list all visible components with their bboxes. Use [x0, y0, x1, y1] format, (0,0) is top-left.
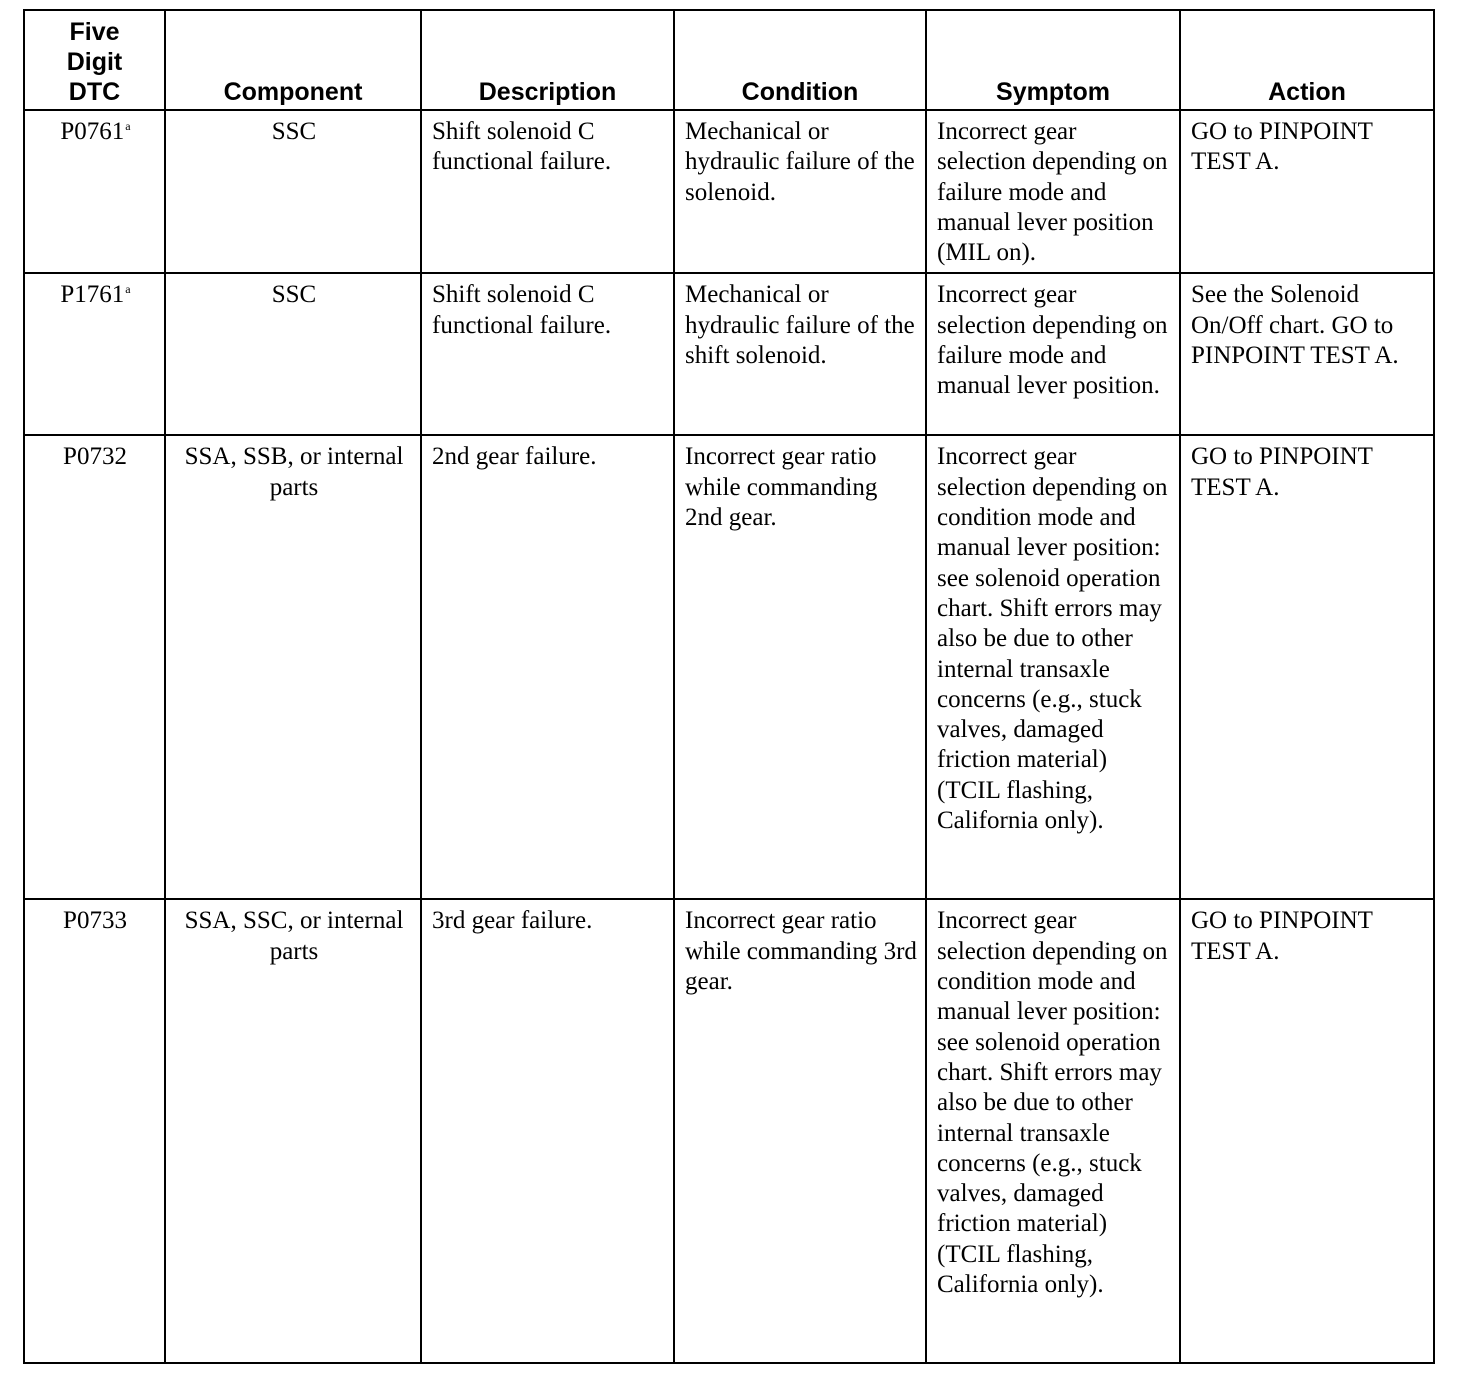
- symptom-cell: Incorrect gear selection depending on failure mode and manual lever position.: [926, 273, 1180, 435]
- footnote-marker: a: [125, 282, 131, 297]
- component-cell: SSA, SSC, or internal parts: [165, 899, 421, 1363]
- column-header-symptom: Symptom: [926, 10, 1180, 110]
- action-cell: GO to PINPOINT TEST A.: [1180, 899, 1434, 1363]
- column-header-condition: Condition: [674, 10, 926, 110]
- dtc-code-cell: [24, 273, 165, 435]
- condition-cell: Incorrect gear ratio while commanding 2nd gear.: [674, 435, 926, 899]
- description-cell: 3rd gear failure.: [421, 899, 674, 1363]
- dtc-table: [23, 9, 1435, 1364]
- column-header-component: Component: [165, 10, 421, 110]
- column-header-dtc: Five Digit DTC: [24, 10, 165, 110]
- description-cell: Shift solenoid C functional failure.: [421, 110, 674, 273]
- action-cell: See the Solenoid On/Off chart. GO to PINPOINT TEST A.: [1180, 273, 1434, 435]
- dtc-code: P0761: [60, 118, 125, 145]
- table-row: [24, 110, 1434, 273]
- condition-cell: Mechanical or hydraulic failure of the solenoid.: [674, 110, 926, 273]
- dtc-code: P1761: [60, 281, 125, 309]
- footnote-marker: a: [125, 119, 131, 133]
- dtc-code-cell: [24, 110, 165, 273]
- symptom-cell: Incorrect gear selection depending on condition mode and manual lever position: see solenoid operation chart. Shift errors may also be due to other internal transaxle concerns (e.g., stuck valves, damaged friction material) (TCIL flashing, California only).: [926, 899, 1180, 1363]
- component-cell: SSC: [165, 110, 421, 273]
- table-row: [24, 273, 1434, 435]
- action-cell: GO to PINPOINT TEST A.: [1180, 435, 1434, 899]
- description-cell: Shift solenoid C functional failure.: [421, 273, 674, 435]
- table-header-row: [24, 10, 1434, 110]
- dtc-code-cell: [24, 899, 165, 1363]
- condition-cell: Incorrect gear ratio while commanding 3rd gear.: [674, 899, 926, 1363]
- column-header-action: Action: [1180, 10, 1434, 110]
- symptom-cell: Incorrect gear selection depending on condition mode and manual lever position: see solenoid operation chart. Shift errors may also be due to other internal transaxle concerns (e.g., stuck valves, damaged friction material) (TCIL flashing, California only).: [926, 435, 1180, 899]
- dtc-code: P0732: [63, 443, 127, 471]
- dtc-code: P0733: [63, 907, 127, 935]
- component-cell: SSC: [165, 273, 421, 435]
- table-row: [24, 435, 1434, 899]
- condition-cell: Mechanical or hydraulic failure of the shift solenoid.: [674, 273, 926, 435]
- table-row: [24, 899, 1434, 1363]
- symptom-cell: Incorrect gear selection depending on failure mode and manual lever position (MIL on).: [926, 110, 1180, 273]
- description-cell: 2nd gear failure.: [421, 435, 674, 899]
- action-cell: GO to PINPOINT TEST A.: [1180, 110, 1434, 273]
- column-header-description: Description: [421, 10, 674, 110]
- component-cell: SSA, SSB, or internal parts: [165, 435, 421, 899]
- dtc-code-cell: [24, 435, 165, 899]
